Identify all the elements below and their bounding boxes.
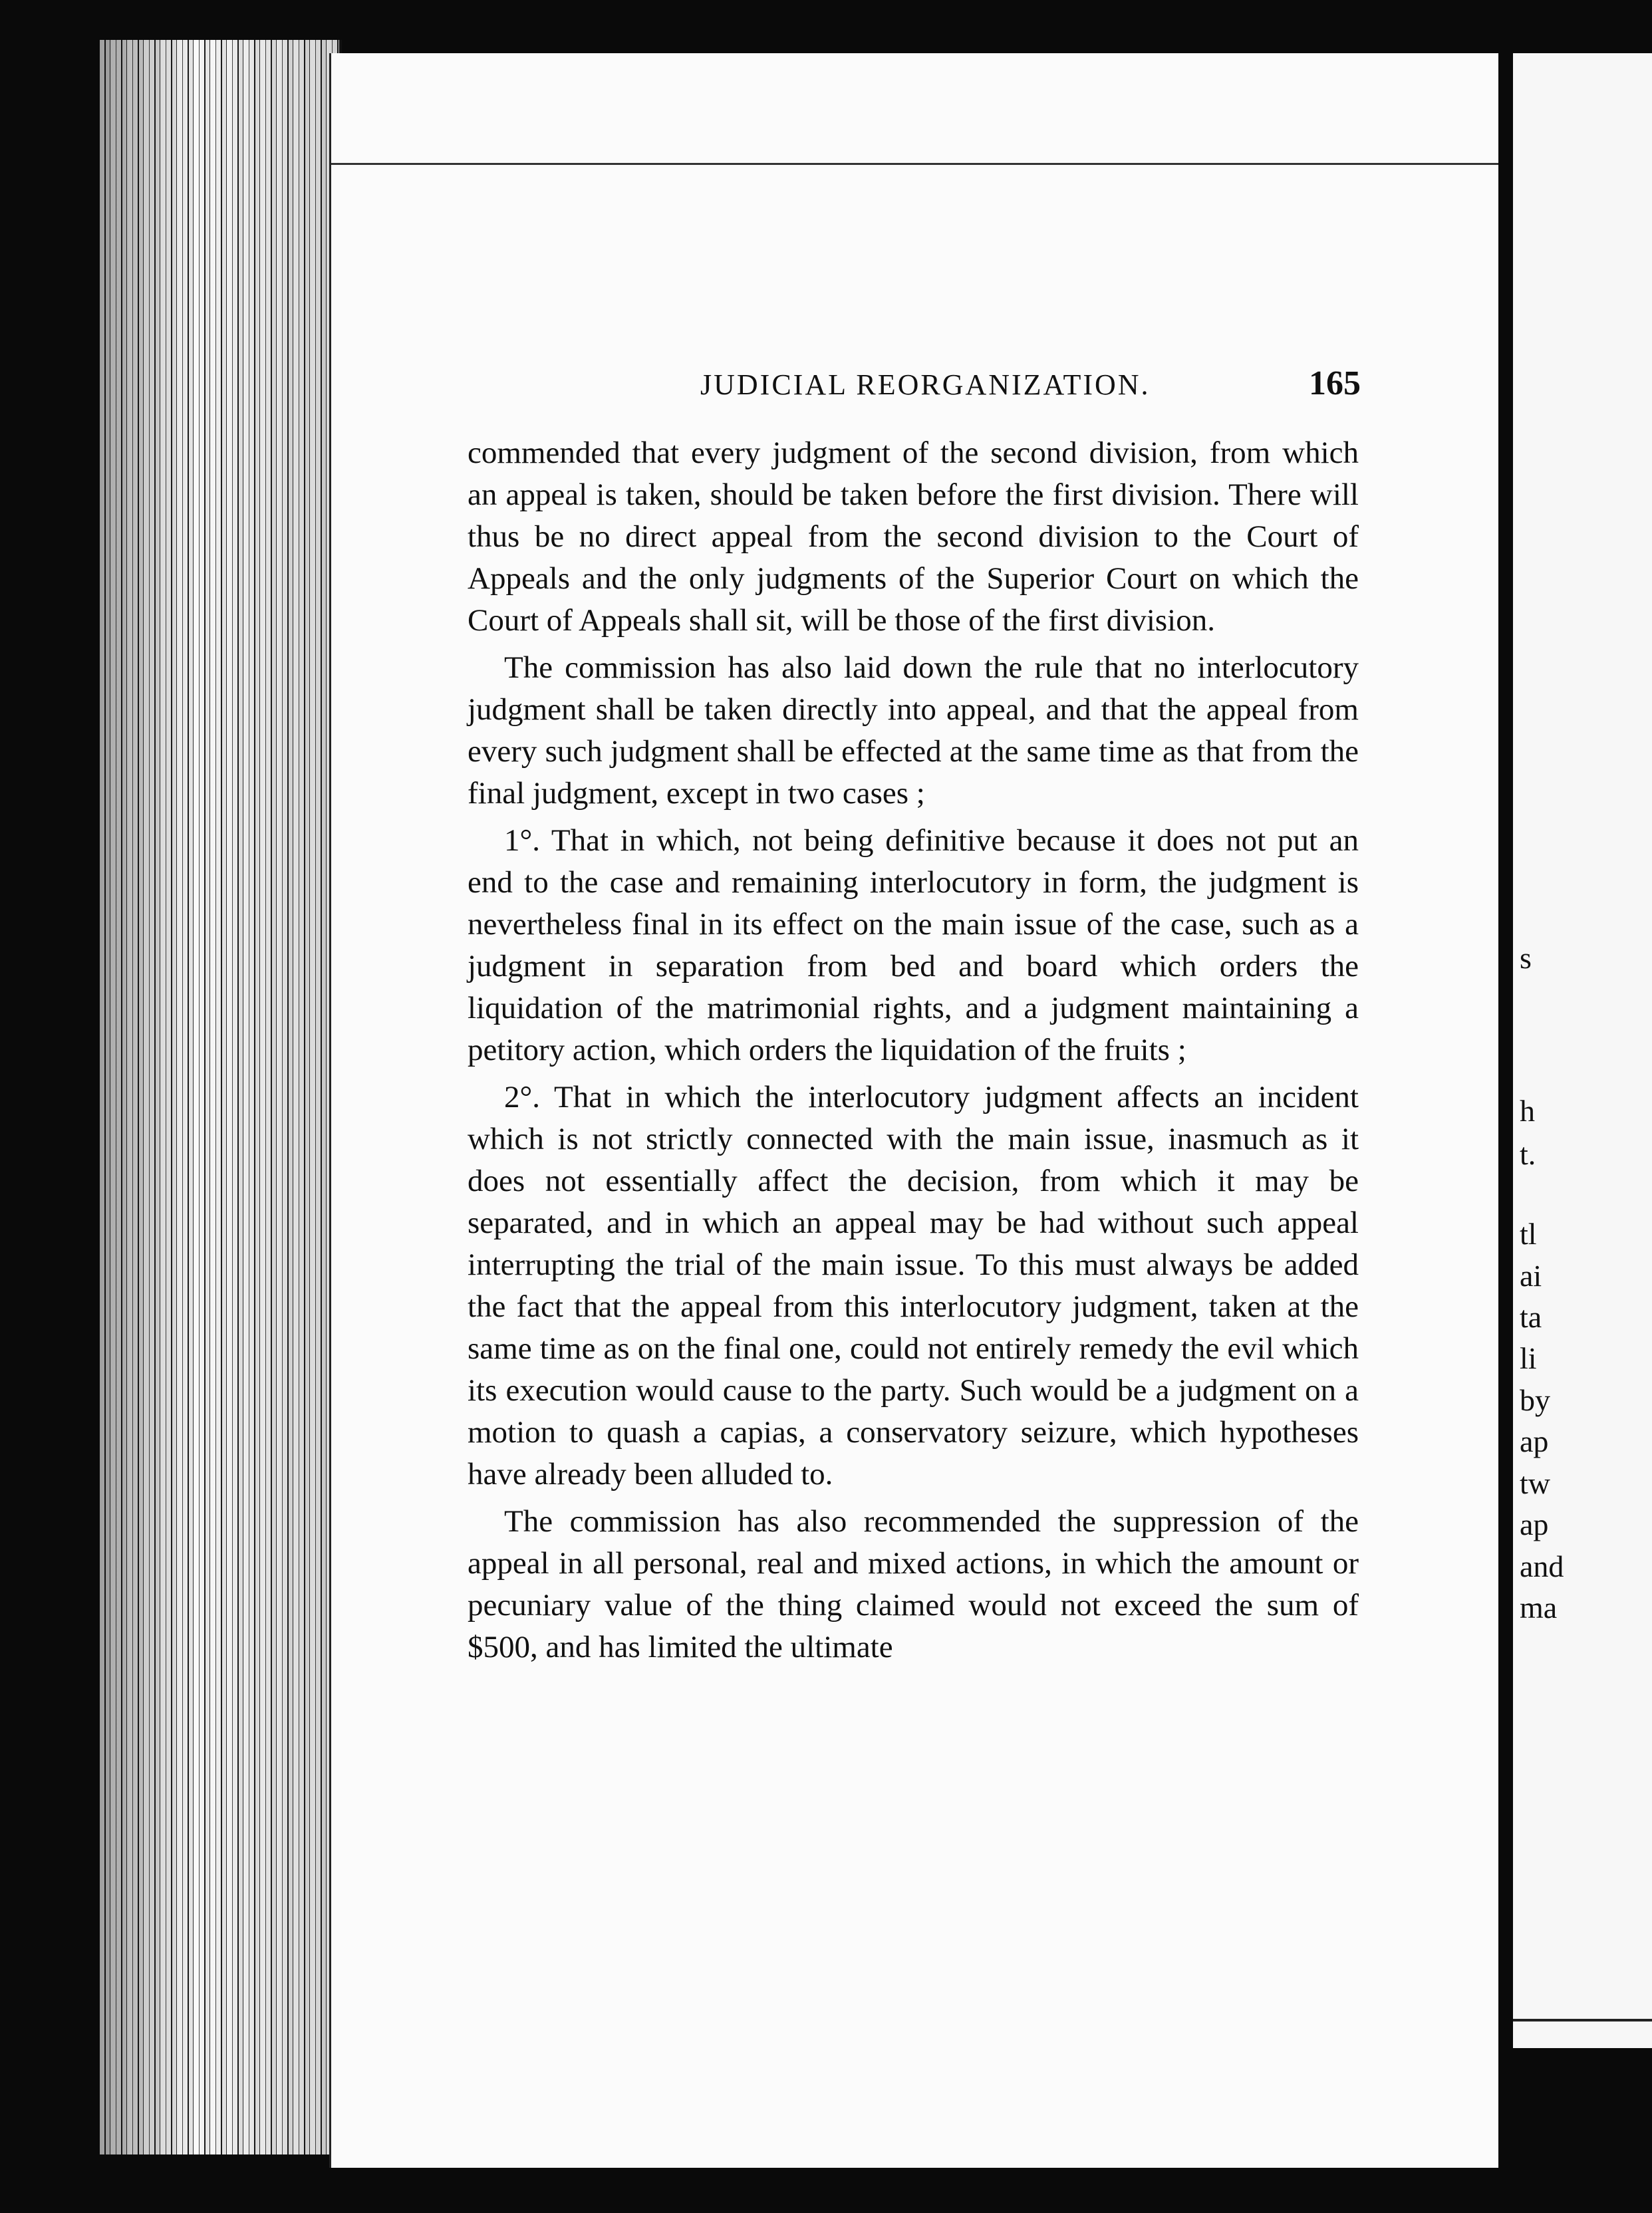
header-rule bbox=[331, 163, 1498, 165]
facing-fragment: ap bbox=[1520, 1424, 1549, 1458]
facing-fragment: ai bbox=[1520, 1259, 1542, 1293]
book-page bbox=[329, 53, 1498, 2168]
facing-fragment: h bbox=[1520, 1094, 1535, 1128]
facing-fragment: by bbox=[1520, 1383, 1550, 1417]
page-number: 165 bbox=[1309, 364, 1361, 402]
facing-fragment: tl bbox=[1520, 1217, 1537, 1251]
running-head-title: JUDICIAL REORGANIZATION. bbox=[700, 368, 1151, 401]
paragraph: 2°. That in which the interlocutory judgment affects an incident which is not strictly connected with the main issue, inasmuch as it does not essentially affect the decision, from which it may be separated, and in which an appeal may be had without such appeal interrupting the trial of the main issue. To this must always be added the fact that the appeal from this interlocutory judgment, taken at the same time as on the final one, could not entirely remedy the evil which its execution would cause to the party. Such would be a judgment on a motion to quash a capias, a conservatory seizure, which hypotheses have already been alluded to. bbox=[468, 1080, 1359, 1492]
page-edge-shadow bbox=[100, 40, 339, 2154]
paragraph: The commission has also laid down the rule that no interlocutory judgment shall be taken directly into appeal, and that the appeal from every such judgment shall be effected at the same time as that from the final judgment, except in two cases ; bbox=[468, 650, 1359, 811]
paragraph: commended that every judgment of the second division, from which an appeal is taken, should be taken before the first division. There will thus be no direct appeal from the second division to the Court of Appeals and the only judgments of the Superior Court on which the Court of Appeals shall sit, will be those of the first division. bbox=[468, 436, 1359, 638]
body-text bbox=[468, 432, 1359, 1674]
paragraph: 1°. That in which, not being definitive because it does not put an end to the case and remaining interlocutory in form, the judgment is nevertheless final in its effect on the main issue of the case, such as a judgment in separation from bed and board which orders the liquidation of the matrimonial rights, and a judgment maintaining a petitory action, which orders the liquidation of the fruits ; bbox=[468, 823, 1359, 1067]
facing-page-rule bbox=[1513, 2019, 1652, 2021]
facing-fragment: li bbox=[1520, 1341, 1537, 1375]
facing-fragment: and bbox=[1520, 1549, 1564, 1583]
facing-fragment: t. bbox=[1520, 1137, 1536, 1171]
facing-page bbox=[1513, 53, 1652, 2048]
facing-fragment: tw bbox=[1520, 1466, 1550, 1500]
facing-fragment: ma bbox=[1520, 1591, 1558, 1625]
facing-fragment: ta bbox=[1520, 1300, 1542, 1334]
running-head bbox=[331, 364, 1498, 408]
paragraph: The commission has also recommended the suppression of the appeal in all personal, real and mixed actions, in which the amount or pecuniary value of the thing claimed would not exceed the sum of $500, and has limited the ultimate bbox=[468, 1504, 1359, 1664]
facing-fragment: ap bbox=[1520, 1507, 1549, 1541]
facing-fragment: s bbox=[1520, 941, 1532, 975]
